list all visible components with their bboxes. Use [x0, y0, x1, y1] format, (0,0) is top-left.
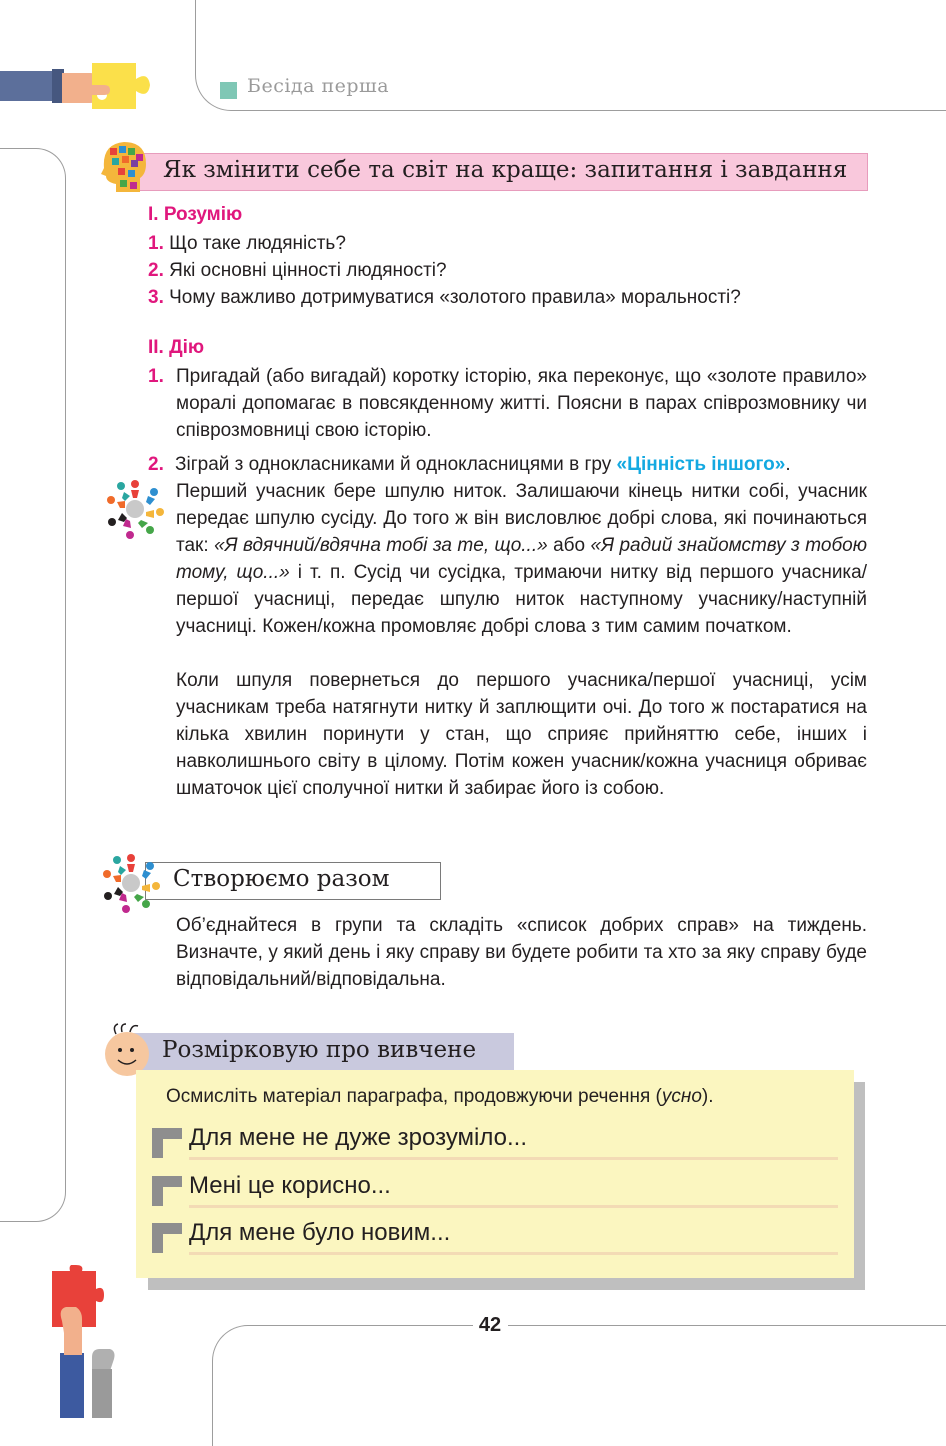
chapter-title: Бесіда перша — [247, 75, 390, 97]
list-item: 3. Чому важливо дотримуватися «золотого правила» моральності? — [148, 287, 741, 308]
task-number: 2. — [148, 454, 164, 475]
game-name: «Цінність іншого» — [616, 454, 786, 475]
game-intro: Зіграй з однокласниками й однокласницями в гру «Цінність іншого». — [175, 454, 791, 475]
question-list — [148, 230, 741, 311]
bullet-icon — [152, 1176, 182, 1206]
list-item: 1. Що таке людяність? — [148, 233, 346, 254]
game-rules-paragraph: Перший учасник бере шпулю ниток. Залишаючи кінець нитки собі, учасник передає шпулю сусіду. До того ж він висловлює добрі слова, які починаються так: «Я вдячний/вдячна тобі за те, що...» або «Я радий знайомству з тобою тому, що...» і т. п. Сусід чи сусідка, тримаючи нитку від першого учасника/першої учасниці, передає шпулю ниток наступному учаснику/наступній учасниці. Кожен/кожна промовляє добрі слова з тим самим початком. — [176, 481, 868, 637]
reflection-intro: Осмисліть матеріал параграфа, продовжуючи речення (усно). — [166, 1086, 714, 1107]
header-marker — [220, 82, 237, 99]
list-item: 2. Які основні цінності людяності? — [148, 260, 447, 281]
sentence-starter: Для мене не дуже зрозуміло... — [152, 1122, 842, 1162]
sentence-starter: Для мене було новим... — [152, 1217, 842, 1257]
writing-line — [189, 1157, 838, 1160]
page-frame-left — [0, 148, 66, 1222]
section-act-label: ІІ. Дію — [148, 337, 205, 358]
create-together-title: Створюємо разом — [173, 866, 390, 892]
colorful-head-icon — [98, 138, 150, 194]
page-frame-bottom — [212, 1325, 473, 1446]
group-circle-icon — [100, 852, 162, 914]
reflect-title: Розмірковую про вивчене — [162, 1037, 477, 1063]
group-circle-icon — [104, 478, 166, 540]
writing-line — [189, 1205, 838, 1208]
task-number: 1. — [148, 366, 164, 387]
create-together-text: Об’єднайтеся в групи та складіть «список добрих справ» на тиждень. Визначте, у який день і яку справу ви будете робити та хто за яку справу буде відповідальний/відповідальна. — [176, 915, 867, 990]
hands-puzzle-icon — [48, 1265, 128, 1418]
page-number: 42 — [478, 1314, 502, 1336]
game-ending-paragraph: Коли шпуля повернеться до першого учасника/першої учасниці, усім учасникам треба натягнути нитку й заплющити очі. До того ж постаратися на кілька хвилин поринути у стан, що сприяє прийняттю себе, інших і навколишнього світу в цілому. Потім кожен учасник/кожна учасниця обриває шматочок цієї сполучної нитки й забирає його із собою. — [176, 670, 867, 799]
writing-line — [189, 1252, 838, 1255]
task-text: Пригадай (або вигадай) коротку історію, яка переконує, що «золоте правило» моралі допомагає в повсякденному житті. Поясни в парах співрозмовнику чи співрозмовниці свою історію. — [176, 366, 867, 441]
bullet-icon — [152, 1128, 182, 1158]
page-frame-bottom-line — [508, 1325, 946, 1326]
hand-puzzle-icon — [0, 55, 160, 125]
bullet-icon — [152, 1223, 182, 1253]
sentence-starter: Мені це корисно... — [152, 1170, 842, 1210]
section-understand-label: І. Розумію — [148, 204, 243, 225]
section-title: Як змінити себе та світ на краще: запитання і завдання — [163, 157, 848, 183]
